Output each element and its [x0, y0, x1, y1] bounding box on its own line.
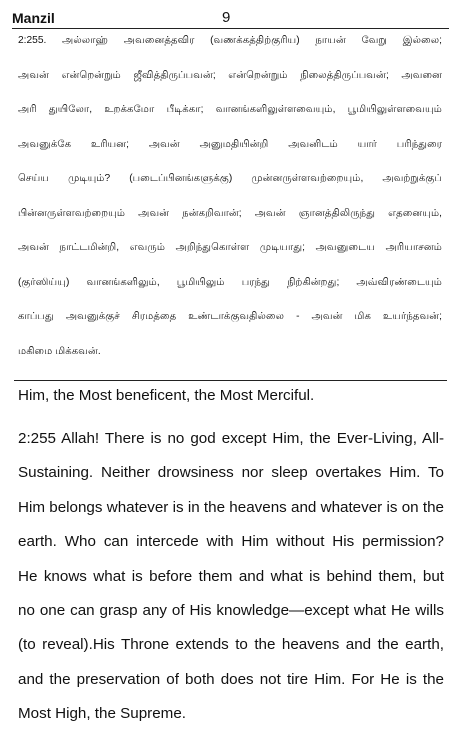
tamil-line: செய்ய முடியும்? (படைப்பினங்களுக்கு) முன்னருள்ளவற்றையும், அவற்றுக்குப் — [18, 173, 442, 184]
tamil-line: (குர்ஸிய்யு) வானங்களிலும், பூமியிலும் பரந்து நிற்கின்றது; அவ்விரண்டையும் — [18, 276, 442, 288]
english-line: (to reveal).His Throne extends to the heavens and the earth, — [18, 636, 444, 654]
tamil-line: அவன் என்றென்றும் ஜீவித்திருப்பவன்; என்றென்றும் நிலைத்திருப்பவன்; அவனை — [18, 69, 442, 81]
page-header — [0, 0, 456, 36]
tamil-line: அவனுக்கே உரியன; அவன் அனுமதியின்றி அவனிடம் யார் பரிந்துரை — [18, 138, 442, 150]
english-line: no one can grasp any of His knowledge—except what He wills — [18, 601, 444, 619]
english-line: Most High, the Supreme. — [18, 705, 186, 723]
english-line: Sustaining. Neither drowsiness nor sleep overtakes Him. To — [18, 464, 444, 482]
section-divider — [14, 380, 447, 381]
page-number: 9 — [222, 9, 231, 26]
tamil-line: மகிமை மிக்கவன். — [18, 345, 101, 357]
tamil-line: 2:255. அல்லாஹ் அவனைத்தவிர (வணக்கத்திற்குரிய) நாயன் வேறு இல்லை; — [18, 35, 442, 46]
english-line: earth. Who can intercede with Him without His permission? — [18, 533, 444, 551]
tamil-translation — [18, 34, 442, 379]
english-heading: Him, the Most beneficent, the Most Merciful. — [18, 387, 315, 404]
english-translation — [18, 384, 444, 737]
tamil-line: அவன் நாட்டமின்றி, எவரும் அறிந்துகொள்ள முடியாது; அவனுடைய அரியாசனம் — [18, 242, 442, 253]
english-line: Him belongs whatever is in the heavens and whatever is on the — [18, 498, 444, 516]
manzil-label: Manzil — [12, 10, 55, 26]
header-rule — [12, 28, 449, 29]
english-line: and the preservation of both does not tire Him. For He is the — [18, 670, 444, 688]
tamil-line: அரி துயிலோ, உறக்கமோ பீடிக்கா; வானங்களிலுள்ளவையும், பூமியிலுள்ளவையும் — [18, 104, 442, 115]
english-line: 2:255 Allah! There is no god except Him, the Ever-Living, All- — [18, 430, 444, 447]
english-line: He knows what is before them and what is behind them, but — [18, 567, 444, 585]
tamil-line: காப்பது அவனுக்குச் சிரமத்தை உண்டாக்குவதில்லை - அவன் மிக உயர்ந்தவன்; — [18, 311, 442, 322]
tamil-line: பின்னருள்ளவற்றையும் அவன் நன்கறிவான்; அவன் ஞானத்திலிருந்து எதனையும், — [18, 207, 442, 219]
